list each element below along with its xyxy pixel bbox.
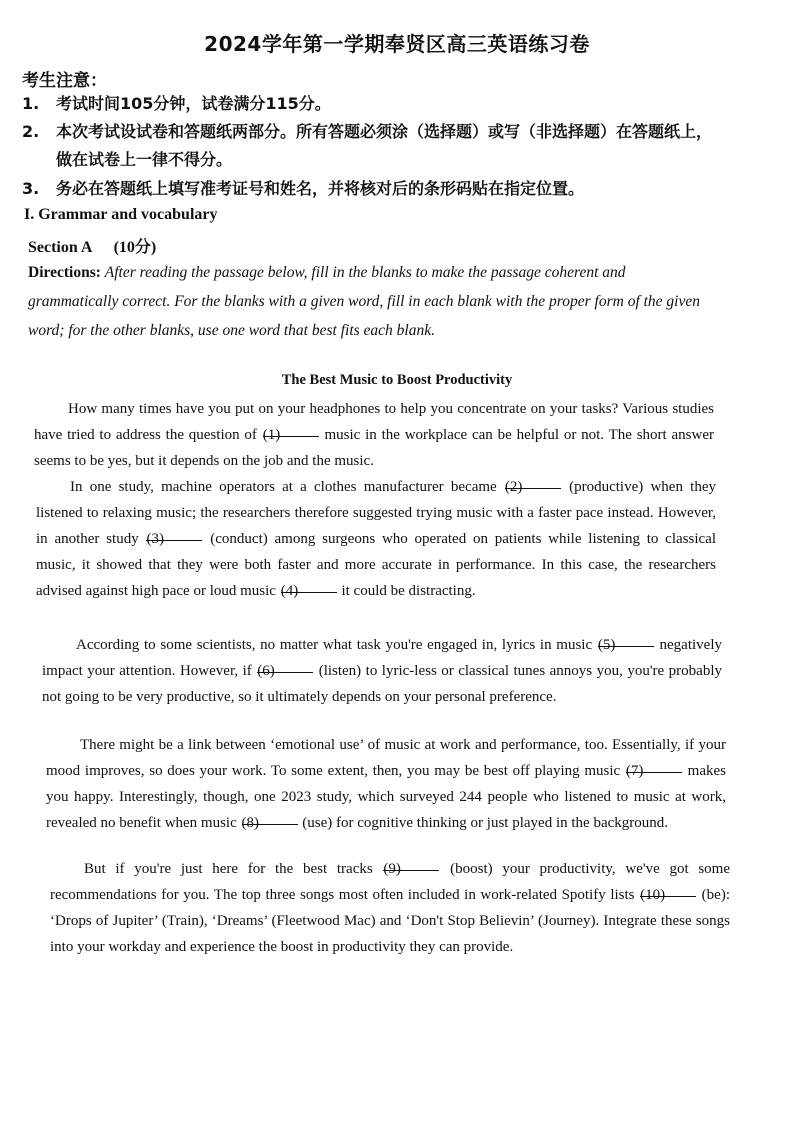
notice-item-number: 2. [22,122,40,141]
answer-blank-4[interactable]: (4) [281,578,337,593]
answer-blank-7[interactable]: (7) [626,758,682,773]
paragraph-text: (boost) your productivity, we've got some recommendations for you. The top three songs most often included in work-related Spotify lists [50,861,730,903]
directions [28,258,718,345]
notice-item-text: 考试时间105分钟，试卷满分115分。 [56,94,331,113]
paragraph-text: According to some scientists, no matter what task you're engaged in, lyrics in music [76,637,597,653]
paragraph-text: (be): ‘Drops of Jupiter’ (Train), ‘Dreams’ (Fleetwood Mac) and ‘Don't Stop Believin’ (Journey). Integrate these songs into your workday and experience the boost in productivity they can provide. [50,887,730,955]
notice-item-number: 1. [22,94,40,113]
notice-item-text: 本次考试设试卷和答题纸两部分。所有答题必须涂（选择题）或写（非选择题）在答题纸上，做在试卷上一律不得分。 [56,122,713,169]
paragraph-text: How many times have you put on your headphones to help you concentrate on your tasks? Various studies have tried to address the question of [34,401,714,443]
notice-item-2 [22,118,712,174]
paragraph-text: (productive) when they listened to relaxing music; the researchers therefore suggested trying music with a faster pace instead. However, in another study [36,479,716,547]
part-heading: I. Grammar and vocabulary [24,206,218,223]
answer-blank-5[interactable]: (5) [598,632,654,647]
notice-item-number: 3. [22,179,40,198]
passage-paragraph-3 [42,632,722,710]
passage-title: The Best Music to Boost Productivity [281,372,513,388]
page-title: 2024学年第一学期奉贤区高三英语练习卷 [204,32,590,56]
notice-item-1 [22,90,742,118]
paragraph-text: makes you happy. Interestingly, though, one 2023 study, which surveyed 244 people who listened to music at work, revealed no benefit when music [46,763,726,831]
directions-text: After reading the passage below, fill in the blanks to make the passage coherent and grammatically correct. For the blanks with a given word, fill in each blank with the proper form of the given word; for the other blanks, use one word that best fits each blank. [28,264,701,339]
answer-blank-8[interactable]: (8) [242,810,298,825]
answer-blank-6[interactable]: (6) [257,658,313,673]
paragraph-text: music in the workplace can be helpful or not. The short answer seems to be yes, but it depends on the job and the music. [34,427,714,469]
passage-paragraph-1 [34,396,714,474]
section-heading [28,234,156,257]
answer-blank-10[interactable]: (10) [640,882,696,897]
passage-paragraph-5 [50,856,730,960]
paragraph-text: it could be distracting. [337,583,476,599]
notice-item-3 [22,175,742,203]
paragraph-text: negatively impact your attention. However, if [42,637,722,679]
notice-heading: 考生注意： [22,71,107,91]
paragraph-text: (conduct) among surgeons who operated on patients while listening to classical music, it showed that they were both faster and more accurate in performance. In this case, the researchers advised against high pace or loud music [36,531,716,599]
answer-blank-2[interactable]: (2) [505,474,561,489]
paragraph-text: (listen) to lyric-less or classical tunes annoys you, you're probably not going to be very productive, so it ultimately depends on your personal preference. [42,663,722,705]
paragraph-text: In one study, machine operators at a clothes manufacturer became [70,479,504,495]
paragraph-text: But if you're just here for the best tracks [84,861,383,877]
section-title: Section A [28,239,92,256]
passage-paragraph-2 [36,474,716,604]
paragraph-text: There might be a link between ‘emotional use’ of music at work and performance, too. Essentially, if your mood improves, so does your work. To some extent, then, you may be best off playing music [46,737,726,779]
directions-label: Directions: [28,264,101,281]
answer-blank-9[interactable]: (9) [383,856,439,871]
answer-blank-1[interactable]: (1) [263,422,319,437]
paragraph-text: (use) for cognitive thinking or just played in the background. [298,815,669,831]
notice-item-text: 务必在答题纸上填写准考证号和姓名，并将核对后的条形码贴在指定位置。 [56,179,585,198]
passage-paragraph-4 [46,732,726,836]
section-points: (10分) [113,239,157,256]
answer-blank-3[interactable]: (3) [146,526,202,541]
